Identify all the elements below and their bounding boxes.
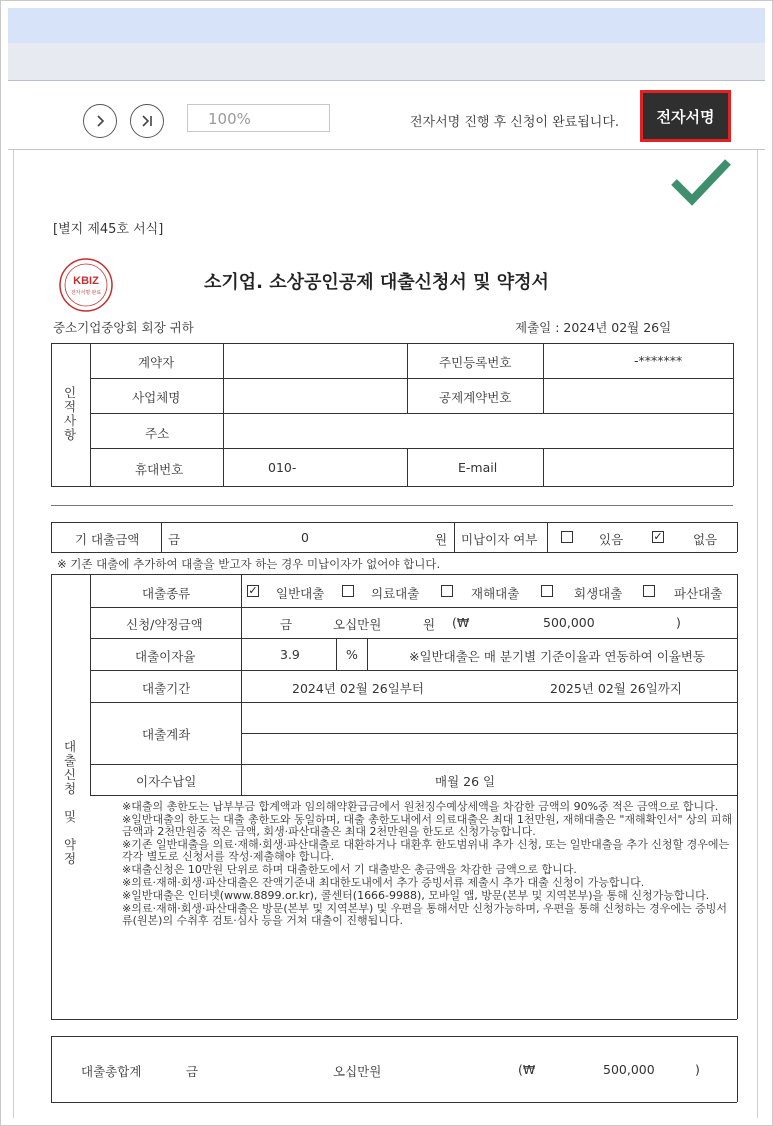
svg-text:전자서명 완료: 전자서명 완료 <box>70 290 102 296</box>
existing-loan-note: ※ 기존 대출에 추가하여 대출을 받고자 하는 경우 미납이자가 없어야 합니다. <box>57 557 441 571</box>
total-loan-close: ) <box>695 1062 700 1077</box>
svg-text:KBIZ: KBIZ <box>73 275 99 287</box>
apply-amount-currency: 금 <box>280 617 293 632</box>
apply-amount-korean: 오십만원 <box>333 617 382 632</box>
note-4: ※대출신청은 10만원 단위로 하며 대출한도에서 기 대출받은 총금액을 차감한 금액으로 합니다. <box>122 863 577 876</box>
unpaid-no-checkbox[interactable]: ✓ <box>653 530 663 543</box>
contract-number-label: 공제계약번호 <box>439 390 512 405</box>
note-5: ※의료·재해·회생·파산대출은 잔액기준내 최대한도내에서 추가 증빙서류 제출시 추가 대출 신청이 가능합니다. <box>122 876 645 889</box>
e-signature-button[interactable]: 전자서명 <box>640 90 731 142</box>
last-page-icon <box>140 114 154 128</box>
loan-type-rehab-checkbox[interactable] <box>541 585 553 597</box>
unpaid-yes-checkbox[interactable] <box>561 531 573 543</box>
loan-type-general-checkbox[interactable]: ✓ <box>248 584 258 597</box>
existing-loan-unit: 원 <box>435 532 448 547</box>
unpaid-no-label: 없음 <box>693 532 718 547</box>
note-1: ※대출의 총한도는 납부부금 합계액과 임의해약환급금에서 원천징수예상세액을 차감한 금액의 90%중 적은 금액으로 합니다. <box>122 800 719 813</box>
addressee: 중소기업중앙회 회장 귀하 <box>53 320 194 335</box>
total-loan-currency: 금 <box>186 1064 199 1079</box>
existing-loan-currency: 금 <box>168 532 181 547</box>
apply-amount-label: 신청/약정금액 <box>126 617 203 632</box>
document-page <box>13 150 758 1118</box>
interest-rate-unit: % <box>346 647 358 662</box>
personal-info-section-label: 인 적 사 항 <box>63 385 77 442</box>
loan-type-rehab-label: 회생대출 <box>574 586 623 601</box>
last-page-button[interactable] <box>130 104 164 138</box>
loan-type-general-label: 일반대출 <box>276 586 325 601</box>
total-loan-value: 500,000 <box>603 1062 655 1077</box>
loan-type-disaster-label: 재해대출 <box>471 586 520 601</box>
form-number: [별지 제45호 서식] <box>53 222 164 237</box>
signature-message: 전자서명 진행 후 신청이 완료됩니다. <box>410 115 620 130</box>
email-label: E-mail <box>458 460 498 475</box>
interest-rate-note: ※일반대출은 매 분기별 기준이율과 연동하여 이율변동 <box>409 649 705 664</box>
total-loan-open: (₩ <box>518 1062 536 1077</box>
loan-period-end: 2025년 02월 26일까지 <box>550 681 682 696</box>
interest-payment-day-label: 이자수납일 <box>136 774 197 789</box>
note-3: ※기존 일반대출을 의료·재해·회생·파산대출로 대환하거나 대환후 한도범위내 추가 신청, 또는 일반대출을 추가 신청할 경우에는 각각 별도로 신청서를 작성·제출해야 합니다. <box>122 838 730 863</box>
existing-loan-amount: 0 <box>301 530 309 545</box>
loan-type-bankrupt-label: 파산대출 <box>674 586 723 601</box>
total-loan-label: 대출총합계 <box>81 1064 142 1079</box>
zoom-level-field[interactable]: 100% <box>187 104 330 132</box>
address-label: 주소 <box>145 426 170 441</box>
submit-date: 제출일 : 2024년 02월 26일 <box>515 320 672 335</box>
note-6: ※일반대출은 인터넷(www.8899.or.kr), 콜센터(1666-9988), 모바일 앱, 방문(본부 및 지역본부)을 통해 신청가능합니다. <box>122 889 710 902</box>
loan-section-label: 대 출 신 청 및 약 정 <box>63 739 77 866</box>
resident-number-label: 주민등록번호 <box>439 355 512 370</box>
viewer-toolbar <box>8 82 765 150</box>
note-2: ※일반대출의 한도는 대출 총한도와 동일하며, 대출 총한도내에서 의료대출은 최대 1천만원, 재해대출은 "재해확인서" 상의 피해금액과 2천만원중 적은 금액, 회생·파산대출은 최대 2천만원을 한도로 신청가능합니다. <box>122 813 733 838</box>
loan-account-label: 대출계좌 <box>142 727 191 742</box>
kbiz-logo-icon <box>58 257 114 313</box>
interest-rate-value: 3.9 <box>280 647 300 662</box>
apply-amount-close: ) <box>676 615 681 630</box>
apply-amount-unit: 원 <box>423 617 436 632</box>
unpaid-interest-label: 미납이자 여부 <box>461 532 538 547</box>
loan-period-start: 2024년 02월 26일부터 <box>292 681 424 696</box>
interest-rate-label: 대출이자율 <box>135 649 196 664</box>
business-name-label: 사업체명 <box>132 390 181 405</box>
loan-type-disaster-checkbox[interactable] <box>441 585 453 597</box>
total-loan-korean: 오십만원 <box>333 1064 382 1079</box>
loan-type-medical-checkbox[interactable] <box>342 585 354 597</box>
loan-type-medical-label: 의료대출 <box>371 586 420 601</box>
existing-loan-label: 기 대출금액 <box>75 532 140 547</box>
resident-number-value: -******* <box>634 353 683 368</box>
unpaid-yes-label: 있음 <box>599 532 624 547</box>
contractor-label: 계약자 <box>138 355 175 370</box>
loan-period-label: 대출기간 <box>142 681 191 696</box>
document-title: 소기업. 소상공인공제 대출신청서 및 약정서 <box>204 272 549 293</box>
next-page-button[interactable] <box>83 104 117 138</box>
apply-amount-value: 500,000 <box>543 615 595 630</box>
loan-type-bankrupt-checkbox[interactable] <box>643 585 655 597</box>
title-bar <box>8 8 765 43</box>
loan-type-label: 대출종류 <box>142 586 191 601</box>
apply-amount-open: (₩ <box>452 615 470 630</box>
mobile-value: 010- <box>268 460 297 475</box>
note-7: ※의료·재해·회생·파산대출은 방문(본부 및 지역본부) 및 우편을 통해서만 신청가능하며, 우편을 통해 신청하는 경우에는 증빙서류(원본)의 수취후 검토·심사 등을 거쳐 대출이 진행됩니다. <box>122 902 728 927</box>
mobile-label: 휴대번호 <box>135 462 184 477</box>
chevron-right-icon <box>93 114 107 128</box>
interest-payment-day-value: 매월 26 일 <box>435 774 496 789</box>
menu-bar <box>8 43 765 81</box>
notes-block <box>122 801 734 928</box>
